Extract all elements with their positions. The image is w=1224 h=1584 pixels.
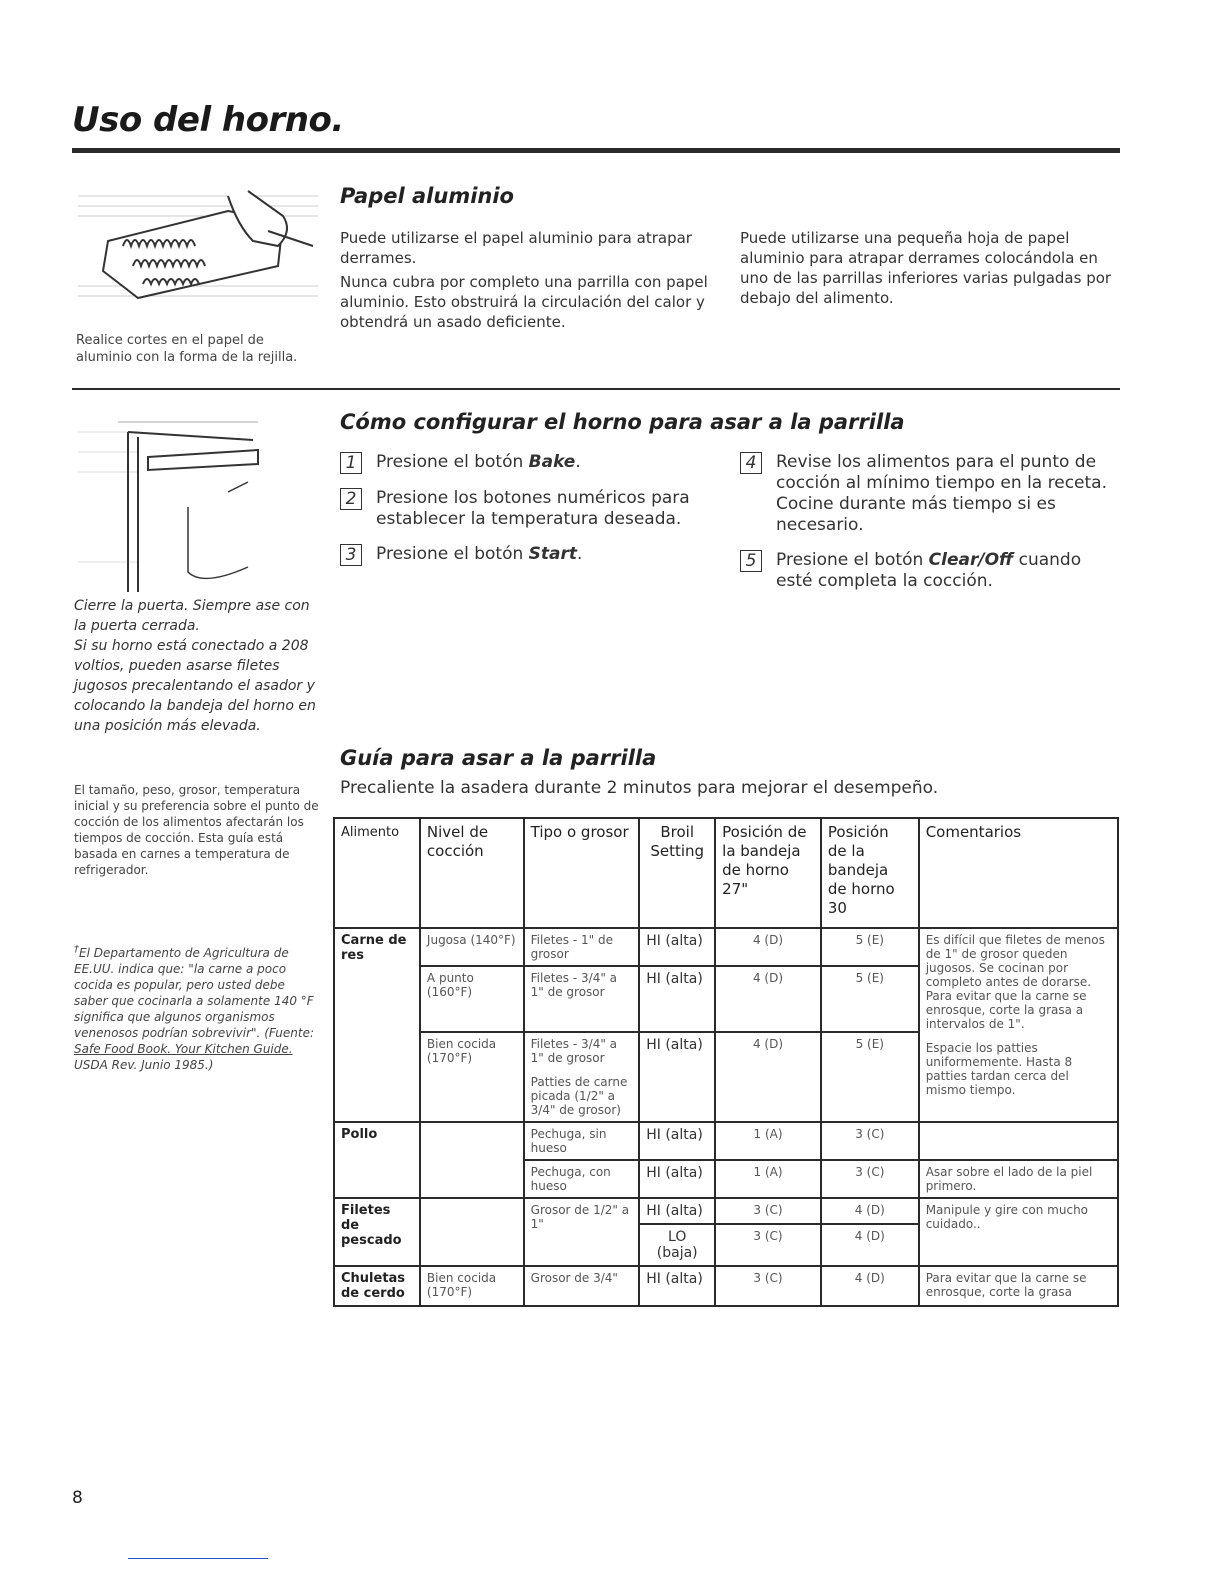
- step-number-box: 2: [340, 488, 362, 510]
- cell-pos30: 4 (D): [821, 1224, 919, 1266]
- foil-paragraph-1: Puede utilizarse el papel aluminio para atrapar derrames.: [340, 229, 692, 267]
- cell-level: A punto (160°F): [420, 966, 524, 1032]
- guide-side-note: El tamaño, peso, grosor, temperatura inicial y su preferencia sobre el punto de cocción de los alimentos afectarán los tiempos de cocción. Esta guía está basada en carnes a temperatura de refrigerador.: [74, 783, 319, 877]
- cell-pos30: 3 (C): [821, 1160, 919, 1198]
- table-row: [334, 1122, 1118, 1160]
- foil-column-1: [340, 228, 710, 336]
- broil-steps-col-2: [740, 452, 1120, 606]
- cell-type: Pechuga, sin hueso: [524, 1122, 640, 1160]
- type-patties: Patties de carne picada (1/2" a 3/4" de grosor): [530, 1075, 628, 1117]
- footer-line: [128, 1558, 268, 1559]
- foil-paragraph-2: Nunca cubra por completo una parrilla con papel aluminio. Esto obstruirá la circulación del calor y obtendrá un asado deficiente.: [340, 273, 708, 331]
- foil-section-title: Papel aluminio: [340, 184, 514, 208]
- cell-broil: HI (alta): [639, 966, 715, 1032]
- broil-guide-subtitle: Precaliente la asadera durante 2 minutos para mejorar el desempeño.: [340, 778, 939, 798]
- footnote-source-link: Safe Food Book. Your Kitchen Guide.: [74, 1042, 293, 1056]
- col-header-level: Nivel de cocción: [420, 818, 524, 928]
- step-text: Presione el botón Clear/Off cuando esté completa la cocción.: [776, 550, 1082, 591]
- col-header-food: Alimento: [334, 818, 420, 928]
- broil-step-1: [340, 452, 710, 474]
- bake-button-label: Bake: [528, 452, 576, 472]
- oven-door-illustration: [78, 412, 278, 592]
- cell-pos30: 3 (C): [821, 1122, 919, 1160]
- page-title: Uso del horno.: [72, 100, 344, 140]
- type-steak: Filetes - 3/4" a 1" de grosor: [530, 1037, 618, 1065]
- food-fish: Filetes de pescado: [334, 1198, 420, 1266]
- footnote-source-pre: (Fuente:: [264, 1026, 315, 1040]
- cell-comment: [919, 1122, 1118, 1160]
- col-header-type: Tipo o grosor: [524, 818, 640, 928]
- broil-step-2: [340, 488, 710, 530]
- cell-type: [524, 1032, 640, 1122]
- col-header-broil: Broil Setting: [639, 818, 715, 928]
- cell-pos27: 1 (A): [715, 1160, 821, 1198]
- step-text: Presione los botones numéricos para establecer la temperatura deseada.: [376, 488, 690, 529]
- broil-steps-col-1: [340, 452, 710, 580]
- cell-broil: HI (alta): [639, 1266, 715, 1306]
- cell-comment: Manipule y gire con mucho cuidado..: [919, 1198, 1118, 1266]
- cell-comment-beef: [919, 928, 1118, 1122]
- broil-step-3: [340, 544, 710, 566]
- broil-step-5: [740, 550, 1120, 592]
- cell-pos30: 5 (E): [821, 928, 919, 966]
- cell-type: Grosor de 1/2" a 1": [524, 1198, 640, 1266]
- cell-pos30: 5 (E): [821, 966, 919, 1032]
- section-divider: [72, 388, 1120, 390]
- cell-broil: LO (baja): [639, 1224, 715, 1266]
- cell-pos27: 4 (D): [715, 966, 821, 1032]
- footnote-source-post: USDA Rev. Junio 1985.): [74, 1058, 214, 1072]
- cell-pos27: 1 (A): [715, 1122, 821, 1160]
- broil-door-caption: Cierre la puerta. Siempre ase con la puerta cerrada.: [74, 598, 310, 634]
- foil-caption: Realice cortes en el papel de aluminio con la forma de la rejilla.: [76, 333, 298, 365]
- cell-pos27: 3 (C): [715, 1224, 821, 1266]
- foil-pan-illustration: [78, 186, 318, 306]
- usda-footnote: [74, 942, 319, 1073]
- page-number: 8: [72, 1488, 83, 1508]
- cell-level: Bien cocida (170°F): [420, 1266, 524, 1306]
- cell-broil: HI (alta): [639, 1032, 715, 1122]
- cell-pos27: 3 (C): [715, 1266, 821, 1306]
- step-number-box: 5: [740, 550, 762, 572]
- table-row: [334, 1266, 1118, 1306]
- cell-comment: Para evitar que la carne se enrosque, corte la grasa: [919, 1266, 1118, 1306]
- broil-step-4: [740, 452, 1120, 536]
- step-number-box: 4: [740, 452, 762, 474]
- broil-208v-caption: Si su horno está conectado a 208 voltios, pueden asarse filetes jugosos precalentando el asador y colocando la bandeja del horno en una posición más elevada.: [74, 638, 316, 734]
- cell-pos27: 4 (D): [715, 1032, 821, 1122]
- cell-broil: HI (alta): [639, 928, 715, 966]
- beef-comment-1: Es difícil que filetes de menos de 1" de grosor queden jugosos. Se cocinan por completo antes de dorarse. Para evitar que la carne se enrosque, corte la grasa a intervalos de 1".: [925, 933, 1105, 1031]
- beef-comment-2: Espacie los patties uniformemente. Hasta 8 patties tardan cerca del mismo tiempo.: [925, 1041, 1073, 1097]
- food-pork: Chuletas de cerdo: [334, 1266, 420, 1306]
- step-text: Presione el botón Start.: [376, 544, 583, 564]
- clear-off-button-label: Clear/Off: [928, 550, 1014, 570]
- table-header-row: [334, 818, 1118, 928]
- cell-level: Jugosa (140°F): [420, 928, 524, 966]
- cell-type: Filetes - 1" de grosor: [524, 928, 640, 966]
- footnote-mark: †: [74, 944, 79, 955]
- col-header-pos27: Posición de la bandeja de horno 27": [715, 818, 821, 928]
- cell-comment: Asar sobre el lado de la piel primero.: [919, 1160, 1118, 1198]
- cell-type: Grosor de 3/4": [524, 1266, 640, 1306]
- broil-setup-title: Cómo configurar el horno para asar a la parrilla: [340, 410, 905, 434]
- cell-level-empty: [420, 1198, 524, 1266]
- cell-broil: HI (alta): [639, 1122, 715, 1160]
- cell-type: Filetes - 3/4" a 1" de grosor: [524, 966, 640, 1032]
- step-number-box: 3: [340, 544, 362, 566]
- cell-type: Pechuga, con hueso: [524, 1160, 640, 1198]
- col-header-pos30: Posición de la bandeja de horno 30: [821, 818, 919, 928]
- step-number-box: 1: [340, 452, 362, 474]
- broil-guide-table: [333, 817, 1119, 1307]
- table-row: [334, 1198, 1118, 1224]
- cell-pos30: 4 (D): [821, 1198, 919, 1224]
- footnote-text: El Departamento de Agricultura de EE.UU. indica que: "la carne a poco cocida es popular, pero usted debe saber que cocinarla a solamente 140 °F significa que algunos organismos venenosos podrían sobrevivir".: [74, 946, 314, 1040]
- step-text: Presione el botón Bake.: [376, 452, 581, 472]
- food-beef: Carne de res: [334, 928, 420, 1122]
- title-divider: [72, 148, 1120, 153]
- cell-level-empty: [420, 1122, 524, 1198]
- cell-pos27: 3 (C): [715, 1198, 821, 1224]
- foil-paragraph-3: Puede utilizarse una pequeña hoja de papel aluminio para atrapar derrames colocándola en uno de las parrillas inferiores varias pulgadas por debajo del alimento.: [740, 229, 1112, 307]
- table-row: [334, 928, 1118, 966]
- broil-guide-title: Guía para asar a la parrilla: [340, 746, 657, 770]
- cell-broil: HI (alta): [639, 1198, 715, 1224]
- cell-broil: HI (alta): [639, 1160, 715, 1198]
- start-button-label: Start: [528, 544, 578, 564]
- cell-pos30: 5 (E): [821, 1032, 919, 1122]
- foil-column-2: [740, 228, 1120, 312]
- cell-pos30: 4 (D): [821, 1266, 919, 1306]
- col-header-comments: Comentarios: [919, 818, 1118, 928]
- step-text: Revise los alimentos para el punto de cocción al mínimo tiempo en la receta. Cocine durante más tiempo si es necesario.: [776, 452, 1107, 535]
- cell-level: Bien cocida (170°F): [420, 1032, 524, 1122]
- cell-pos27: 4 (D): [715, 928, 821, 966]
- food-chicken: Pollo: [334, 1122, 420, 1198]
